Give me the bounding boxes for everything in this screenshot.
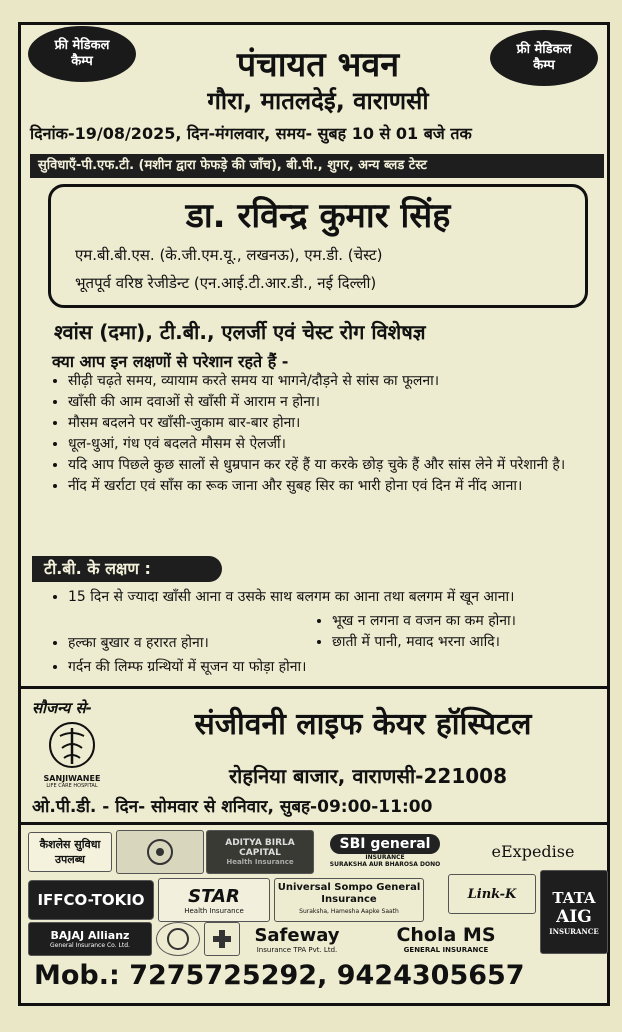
section-divider: [21, 822, 607, 825]
iffco-tokio-logo: IFFCO-TOKIO: [28, 880, 154, 920]
list-item: • 15 दिन से ज्यादा खाँसी आना व उसके साथ बलगम का आना तथा बलगम में खून आना।: [68, 588, 608, 607]
tata-aig-logo: TATA AIG INSURANCE: [540, 870, 608, 954]
doctor-qualification: एम.बी.बी.एस. (के.जी.एम.यू., लखनऊ), एम.डी. (चेस्ट): [75, 246, 383, 264]
sbi-general-logo: SBI general INSURANCE SURAKSHA AUR BHAROSA DONO: [329, 836, 441, 868]
govt-scheme-logo: [116, 830, 204, 874]
expedise-logo: eExpedise: [491, 841, 575, 861]
list-item: • नींद में खर्राटा एवं साँस का रूक जाना और सुबह सिर का भारी होना एवं दिन में नींद आना।: [68, 477, 608, 496]
facilities-bar: सुविधाएँ-पी.एफ.टी. (मशीन द्वारा फेफड़े की जाँच), बी.पी., शुगर, अन्य ब्लड टेस्ट: [30, 154, 604, 178]
mobile-numbers: Mob.: 7275725292, 9424305657: [34, 960, 525, 991]
list-item: • गर्दन की लिम्फ ग्रन्थियों में सूजन या फोड़ा होना।: [68, 658, 608, 677]
list-item: • मौसम बदलने पर खाँसी-जुकाम बार-बार होना।: [68, 414, 608, 433]
camp-badge-left: फ्री मेडिकल कैम्प: [28, 26, 136, 82]
symptoms-list: [44, 372, 608, 498]
round-emblem-logo: [156, 922, 200, 956]
list-item: • यदि आप पिछले कुछ सालों से धुम्रपान कर रहें हैं या करके छोड़ चुके हैं और सांस लेने में परेशानी है।: [68, 456, 608, 475]
list-item: • सीढ़ी चढ़ते समय, व्यायाम करते समय या भागने/दौड़ने से सांस का फूलना।: [68, 372, 608, 391]
courtesy-label: सौजन्य से-: [32, 699, 92, 717]
list-item: • छाती में पानी, मवाद भरना आदि।: [332, 633, 622, 652]
tb-list-main: [44, 588, 608, 609]
hospital-logo: [34, 720, 110, 790]
poster: [8, 8, 614, 1016]
date-line: दिनांक-19/08/2025, दिन-मंगलवार, समय- सुबह 10 से 01 बजे तक: [30, 124, 472, 143]
hospital-address: रोहनिया बाजार, वाराणसी-221008: [229, 764, 507, 788]
bajaj-allianz-logo: BAJAJ Allianz General Insurance Co. Ltd.: [28, 922, 152, 956]
camp-badge-right: फ्री मेडिकल कैम्प: [490, 30, 598, 86]
doctor-box: [48, 184, 588, 308]
doctor-experience: भूतपूर्व वरिष्ठ रेजीडेन्ट (एन.आई.टी.आर.डी., नई दिल्ली): [75, 274, 377, 292]
opd-timing: ओ.पी.डी. - दिन- सोमवार से शनिवार, सुबह-09:00-11:00: [32, 797, 433, 817]
emblem-icon: [145, 837, 175, 867]
list-item: • धूल-धुआं, गंध एवं बदलते मौसम से ऐलर्जी।: [68, 435, 608, 454]
emblem-icon: [164, 927, 192, 951]
doctor-name: डा. रविन्द्र कुमार सिंह: [185, 196, 451, 236]
list-item: • खाँसी की आम दवाओं से खाँसी में आराम न होना।: [68, 393, 608, 412]
venue-title: पंचायत भवन: [236, 45, 400, 85]
list-item: • हल्का बुखार व हरारत होना।: [68, 634, 328, 653]
linkk-logo: Link-K: [448, 874, 536, 914]
chola-ms-logo: Chola MS GENERAL INSURANCE: [396, 924, 496, 954]
specialty: श्वांस (दमा), टी.बी., एलर्जी एवं चेस्ट रोग विशेषज्ञ: [54, 320, 426, 344]
hospital-logo-sub: LIFE CARE HOSPITAL: [46, 783, 98, 789]
list-item: • भूख न लगना व वजन का कम होना।: [332, 612, 622, 631]
tb-list-bottom: [44, 658, 608, 679]
venue-subtitle: गौरा, मातलदेई, वाराणसी: [207, 87, 429, 115]
star-health-logo: STAR Health Insurance: [158, 878, 270, 922]
hospital-name: संजीवनी लाइफ केयर हॉस्पिटल: [194, 707, 532, 742]
universal-sompo-logo: Universal Sompo General Insurance Suraksha, Hamesha Aapke Saath: [274, 878, 424, 922]
tb-list-left: [44, 634, 328, 655]
caduceus-icon: [34, 720, 110, 770]
symptoms-question: क्या आप इन लक्षणों से परेशान रहते हैं -: [52, 352, 289, 371]
hospital-logo-text: SANJIWANEE: [43, 774, 101, 783]
cross-icon: [212, 929, 232, 949]
medical-cross-logo: [204, 922, 240, 956]
safeway-logo: Safeway Insurance TPA Pvt. Ltd.: [254, 924, 340, 954]
tb-list-right: [308, 612, 622, 654]
tb-heading: टी.बी. के लक्षण :: [32, 556, 222, 582]
section-divider: [21, 686, 607, 689]
aditya-birla-logo: ADITYA BIRLA CAPITAL Health Insurance: [206, 830, 314, 874]
cashless-badge: कैशलेस सुविधा उपलब्ध: [28, 832, 112, 872]
